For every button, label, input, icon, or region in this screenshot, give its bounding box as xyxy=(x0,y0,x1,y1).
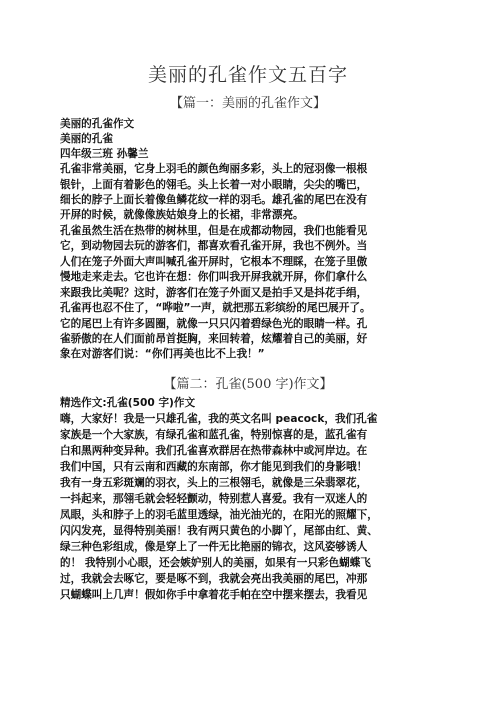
body-line: 孔雀再也忍不住了，“哗啦”一声，就把那五彩缤纷的尾巴展开了。 xyxy=(60,302,371,314)
body-line: 开屏的时候，就像像族姑娘身上的长裙，非常漂亮。 xyxy=(60,209,304,221)
body-line: 家族是一个大家族，有绿孔雀和蓝孔雀，特别惊喜的是，蓝孔雀有 xyxy=(60,429,368,441)
body-line: 雀骄傲的在人们面前昂首挺胸，来回转着，炫耀着自己的美丽，好 xyxy=(60,333,368,345)
body-line: 人们在笼子外面大声叫喊孔雀开屏时，它根本不理睬，在笼子里傲 xyxy=(60,256,368,268)
body-line: 美丽的孔雀 xyxy=(60,133,113,145)
body-line: 凤眼，头和脖子上的羽毛蓝里透绿，油光油光的，在阳光的照耀下， xyxy=(60,509,378,521)
body-line: 的！ 我特别小心眼，还会嫉妒别人的美丽，如果有一只彩色蝴蝶飞 xyxy=(60,557,371,569)
body-line: 闪闪发亮，显得特别美丽！我有两只黄色的小脚丫，尾部由红、黄、 xyxy=(60,525,378,537)
body-line: 四年级三班 孙馨兰 xyxy=(60,148,149,160)
body-line: 嗨，大家好！我是一只雄孔雀，我的英文名叫 peacock，我们孔雀 xyxy=(60,413,378,425)
body-line: 精选作文:孔雀(500 字)作文 xyxy=(60,397,196,409)
body-line: 我们中国，只有云南和西藏的东南部，你才能见到我们的身影哦！ xyxy=(60,461,368,473)
body-line: 绿三种色彩组成，像是穿上了一件无比艳丽的锦衣，这风姿够诱人 xyxy=(60,541,368,553)
body-line: 它，到动物园去玩的游客们，都喜欢看孔雀开屏，我也不例外。当 xyxy=(60,240,368,252)
body-line: 慢地走来走去。它也许在想：你们叫我开屏我就开屏，你们拿什么 xyxy=(60,271,368,283)
body-line: 银针，上面有着影色的翎毛。头上长着一对小眼睛，尖尖的嘴巴， xyxy=(60,179,368,191)
body-line: 来跟我比美呢？这时，游客们在笼子外面又是拍手又是抖花手绢， xyxy=(60,287,368,299)
body-line: 美丽的孔雀作文 xyxy=(60,118,135,130)
body-line: 白和黑两种变异种。我们孔雀喜欢群居在热带森林中或河岸边。在 xyxy=(60,445,368,457)
body-line: 孔雀非常美丽，它身上羽毛的颜色绚丽多彩，头上的冠羽像一根根 xyxy=(60,163,368,175)
body-line: 孔雀虽然生活在热带的树林里，但是在成都动物园，我们也能看见 xyxy=(60,225,368,237)
body-line: 过，我就会去啄它，要是啄不到，我就会亮出我美丽的尾巴，冲那 xyxy=(60,573,368,585)
section-heading-2: 【篇二：孔雀(500 字)作文】 xyxy=(163,377,333,392)
body-line: 细长的脖子上面长着像鱼鳞花纹一样的羽毛。雄孔雀的尾巴在没有 xyxy=(60,194,368,206)
section-heading-1: 【篇一：美丽的孔雀作文】 xyxy=(169,96,326,111)
page-title: 美丽的孔雀作文五百字 xyxy=(147,64,348,86)
body-line: 它的尾巴上有许多圆圈，就像一只只闪着碧绿色光的眼睛一样。孔 xyxy=(60,318,368,330)
body-line: 象在对游客们说：“你们再美也比不上我！” xyxy=(60,348,265,360)
body-line: 我有一身五彩斑斓的羽衣，头上的三根翎毛，就像是三朵翡翠花， xyxy=(60,477,368,489)
body-line: 一抖起来，那翎毛就会轻轻颤动，特别惹人喜爱。我有一双迷人的 xyxy=(60,493,368,505)
body-line: 只蝴蝶叫上几声！假如你手中拿着花手帕在空中摆来摆去，我看见 xyxy=(60,589,368,601)
